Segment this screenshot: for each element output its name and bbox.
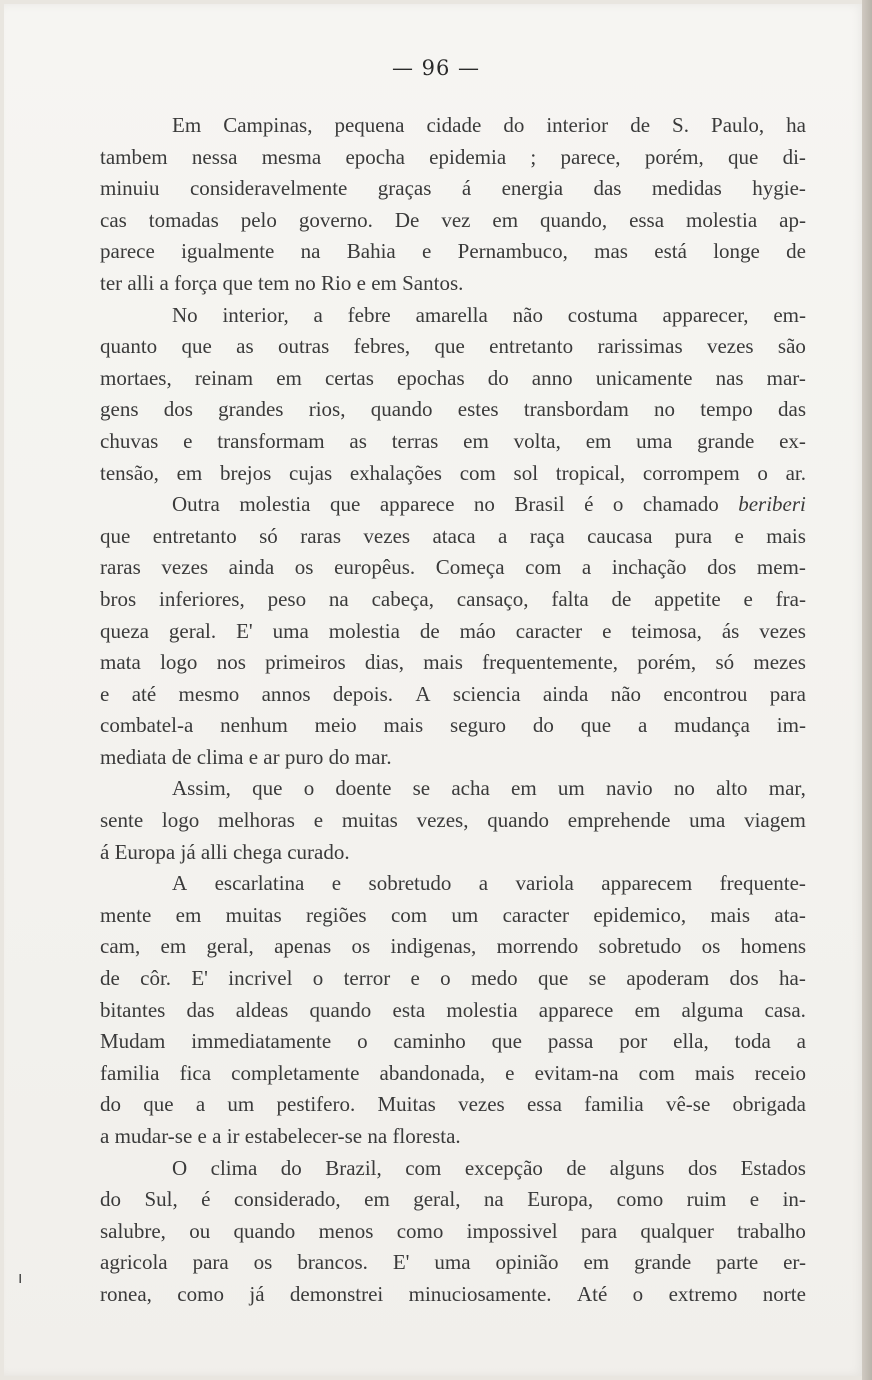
text-line: parece igualmente na Bahia e Pernambuco, mas está longe de [100,239,806,264]
text-line: minuiu consideravelmente graças á energia das medidas hygie- [100,176,806,201]
text-line: A escarlatina e sobretudo a variola apparecem frequente- [172,871,806,896]
text-line: cas tomadas pelo governo. De vez em quando, essa molestia ap- [100,207,806,232]
text-line: Outra molestia que apparece no Brasil é o chamado beriberi [172,492,806,517]
text-line: do que a um pestifero. Muitas vezes essa familia vê-se obrigada [100,1092,806,1117]
text-line: tambem nessa mesma epocha epidemia ; parece, porém, que di- [100,144,806,169]
text-line: ter alli a força que tem no Rio e em Santos. [100,270,464,295]
text-line: combatel-a nenhum meio mais seguro do que a mudança im- [100,713,806,738]
text-line: familia fica completamente abandonada, e evitam-na com mais receio [100,1060,806,1085]
text-line: agricola para os brancos. E' uma opinião em grande parte er- [100,1250,806,1275]
text-line: mata logo nos primeiros dias, mais frequentemente, porém, só mezes [100,650,806,675]
text-line: a mudar-se e a ir estabelecer-se na floresta. [100,1124,461,1148]
text-line: raras vezes ainda os europêus. Começa com a inchação dos mem- [100,555,806,580]
text-line: Assim, que o doente se acha em um navio no alto mar, [172,776,806,801]
text-line: bitantes das aldeas quando esta molestia apparece em alguma casa. [100,997,806,1022]
text-line: bros inferiores, peso na cabeça, cansaço, falta de appetite e fra- [100,586,806,611]
text-line: gens dos grandes rios, quando estes transbordam no tempo das [100,397,806,422]
text-line: e até mesmo annos depois. A sciencia ainda não encontrou para [100,681,806,706]
page-spine-edge [862,0,872,1380]
text-line: tensão, em brejos cujas exhalações com sol tropical, corrompem o ar. [100,460,806,485]
text-line: á Europa já alli chega curado. [100,839,350,864]
text-line: No interior, a febre amarella não costuma apparecer, em- [172,302,806,327]
text-line: do Sul, é considerado, em geral, na Europa, como ruim e in- [100,1187,806,1212]
text-line: que entretanto só raras vezes ataca a raça caucasa pura e mais [100,523,806,548]
text-line: Mudam immediatamente o caminho que passa por ella, toda a [100,1029,806,1054]
text-line: O clima do Brazil, com excepção de alguns dos Estados [172,1155,806,1180]
body-text [100,110,806,1311]
text-line: de côr. E' incrivel o terror e o medo que se apoderam dos ha- [100,966,806,991]
page-number: — 96 — [391,56,481,80]
text-line: Em Campinas, pequena cidade do interior de S. Paulo, ha [172,113,806,137]
margin-mark: ı [18,1268,23,1287]
text-line: sente logo melhoras e muitas vezes, quando emprehende uma viagem [100,808,806,833]
text-line: mortaes, reinam em certas epochas do anno unicamente nas mar- [100,365,806,390]
text-line: mediata de clima e ar puro do mar. [100,744,392,769]
text-line: chuvas e transformam as terras em volta, em uma grande ex- [100,428,806,453]
text-line: cam, em geral, apenas os indigenas, morrendo sobretudo os homens [100,934,806,959]
text-line: ronea, como já demonstrei minuciosamente. Até o extremo norte [100,1281,806,1306]
text-line: quanto que as outras febres, que entretanto rarissimas vezes são [100,334,806,359]
text-line: salubre, ou quando menos como impossivel para qualquer trabalho [100,1218,806,1243]
text-line: queza geral. E' uma molestia de máo caracter e teimosa, ás vezes [100,618,806,643]
text-line: mente em muitas regiões com um caracter epidemico, mais ata- [100,902,806,927]
